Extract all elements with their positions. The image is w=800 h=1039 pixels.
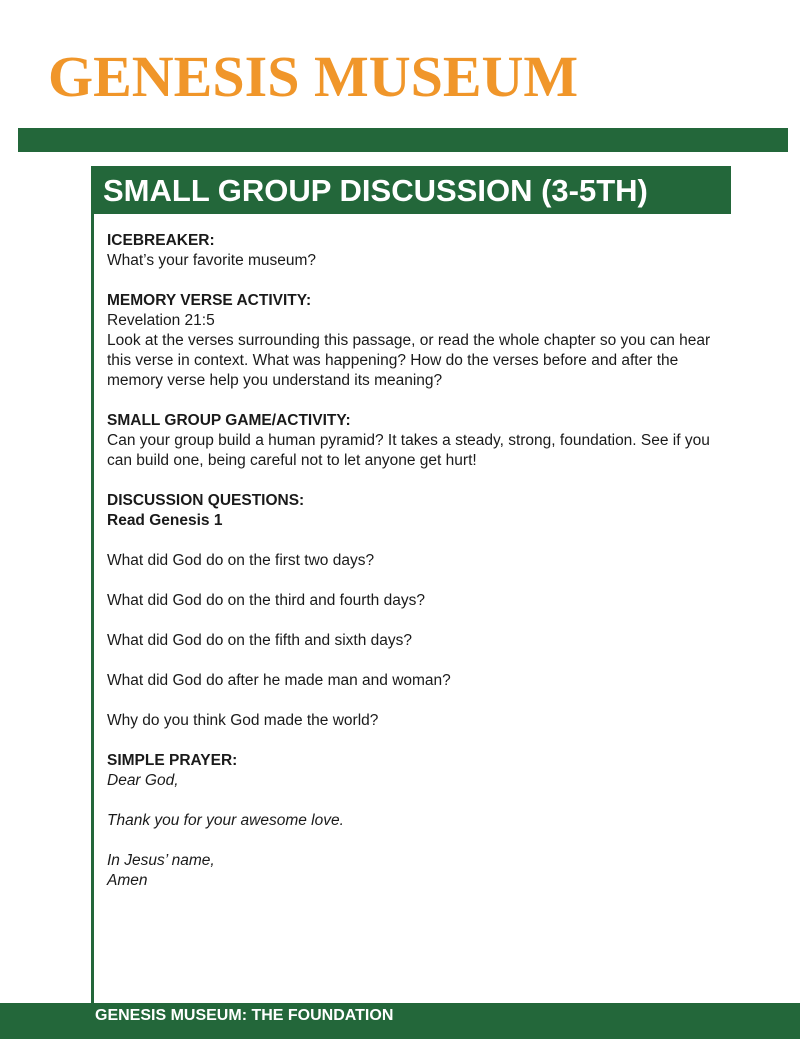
icebreaker-section <box>107 231 727 271</box>
game-section <box>107 411 727 471</box>
memory-verse-section <box>107 291 727 391</box>
icebreaker-text: What’s your favorite museum? <box>107 252 317 269</box>
icebreaker-label: ICEBREAKER: <box>107 232 215 249</box>
prayer-body: Thank you for your awesome love. <box>107 812 344 829</box>
footer-text: GENESIS MUSEUM: THE FOUNDATION <box>95 1007 394 1024</box>
game-label: SMALL GROUP GAME/ACTIVITY: <box>107 412 351 429</box>
worksheet-content <box>107 231 727 911</box>
discussion-question: What did God do after he made man and woman? <box>107 672 451 689</box>
discussion-question: Why do you think God made the world? <box>107 712 379 729</box>
prayer-amen: Amen <box>107 872 148 889</box>
discussion-question: What did God do on the first two days? <box>107 552 375 569</box>
header-divider-bar <box>18 128 788 152</box>
section-header <box>91 166 731 214</box>
prayer-section <box>107 751 727 891</box>
memory-verse-text: Look at the verses surrounding this passage, or read the whole chapter so you can hear this verse in context. What was happening? How do the verses before and after the memory verse help you understand its meaning? <box>107 332 711 389</box>
discussion-label: DISCUSSION QUESTIONS: <box>107 492 305 509</box>
prayer-greeting: Dear God, <box>107 772 179 789</box>
prayer-label: SIMPLE PRAYER: <box>107 752 238 769</box>
discussion-reading: Read Genesis 1 <box>107 512 223 529</box>
prayer-closing: In Jesus’ name, <box>107 852 215 869</box>
discussion-section <box>107 491 727 731</box>
section-title: SMALL GROUP DISCUSSION (3-5TH) <box>103 173 648 208</box>
museum-title: GENESIS MUSEUM <box>48 44 579 109</box>
memory-verse-reference: Revelation 21:5 <box>107 312 215 329</box>
discussion-question: What did God do on the fifth and sixth days? <box>107 632 413 649</box>
game-text: Can your group build a human pyramid? It takes a steady, strong, foundation. See if you can build one, being careful not to let anyone get hurt! <box>107 432 710 469</box>
discussion-question: What did God do on the third and fourth days? <box>107 592 425 609</box>
left-vertical-rule <box>91 166 94 1006</box>
memory-verse-label: MEMORY VERSE ACTIVITY: <box>107 292 312 309</box>
